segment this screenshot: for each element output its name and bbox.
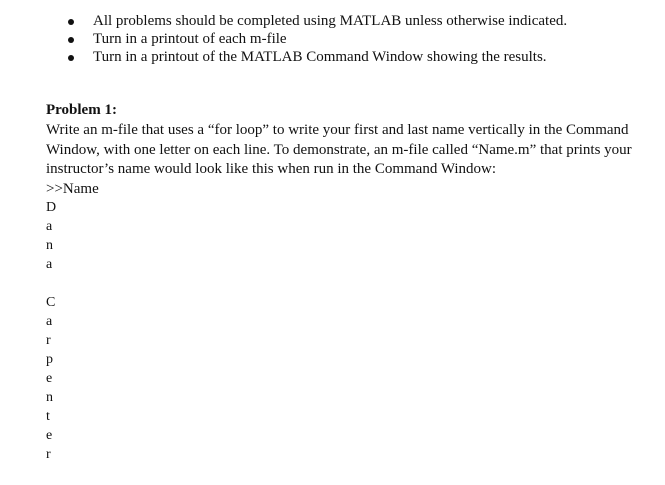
instruction-text: Turn in a printout of the MATLAB Command Window showing the results.	[93, 49, 547, 65]
output-letter: t	[46, 409, 50, 424]
instruction-item	[0, 12, 665, 30]
output-letter: D	[46, 200, 57, 215]
instruction-text: All problems should be completed using MATLAB unless otherwise indicated.	[93, 13, 568, 29]
output-letter: a	[46, 219, 53, 234]
problem-description: Write an m-file that uses a “for loop” to write your first and last name vertically in the Command Window, with one letter on each line. To demonstrate, an m-file called “Name.m” that prints your instructor’s name would look like this when run in the Command Window:	[46, 122, 632, 177]
instructions-list	[0, 12, 665, 66]
command-prompt: >>Name	[46, 180, 99, 197]
output-letter: e	[46, 371, 53, 386]
output-letter: p	[46, 352, 53, 367]
output-letter: a	[46, 257, 53, 272]
instruction-text: Turn in a printout of each m-file	[93, 31, 287, 47]
instruction-item	[0, 30, 665, 48]
instruction-item	[0, 48, 665, 66]
bullet-icon	[68, 55, 74, 61]
output-letter: n	[46, 390, 53, 405]
output-letter: r	[46, 333, 51, 348]
output-letter: e	[46, 428, 53, 443]
problem-section	[46, 101, 646, 199]
bullet-icon	[68, 37, 74, 43]
problem-title: Problem 1:	[46, 102, 117, 118]
output-letter: r	[46, 447, 51, 462]
blank-line	[46, 274, 106, 293]
command-output	[46, 198, 106, 464]
bullet-icon	[68, 19, 74, 25]
output-letter: a	[46, 314, 53, 329]
output-letter: n	[46, 238, 53, 253]
output-letter: C	[46, 295, 56, 310]
